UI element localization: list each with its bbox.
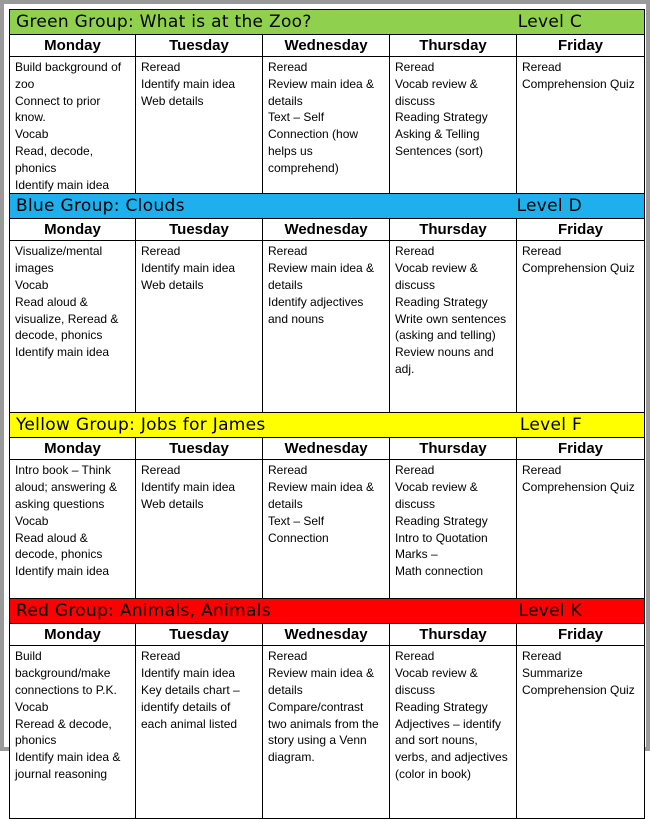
activity-line: Identify main idea <box>141 480 236 495</box>
activities-row <box>10 460 645 599</box>
day-header: Tuesday <box>136 35 263 57</box>
activity-line: Write own sentences (asking and telling) <box>395 311 507 343</box>
activity-line: Comprehension Quiz <box>522 261 635 276</box>
activity-line: Review main idea & details <box>268 480 375 511</box>
day-header: Thursday <box>390 219 517 241</box>
activity-line: Reread & decode, phonics <box>15 716 112 748</box>
activity-line: Reread <box>522 244 562 259</box>
day-header: Monday <box>10 219 136 241</box>
activity-line: Key details chart – identify details of each animal listed <box>141 682 240 731</box>
activity-line: Identify main idea <box>141 76 236 91</box>
activity-line: Reread <box>268 649 308 664</box>
activity-cell <box>390 241 517 413</box>
group-level: Level K <box>518 601 583 622</box>
activity-line: Identify main idea <box>15 177 110 192</box>
activity-line: Reread <box>395 463 435 478</box>
activity-line: Vocab <box>15 513 49 528</box>
day-header: Monday <box>10 624 136 646</box>
activity-line: Compare/contrast two animals from the story using a Venn diagram. <box>268 699 379 765</box>
activity-cell <box>517 57 645 194</box>
activity-line: Reread <box>268 60 308 74</box>
activity-cell <box>263 646 390 819</box>
activity-line: Reread <box>141 244 181 259</box>
activity-line: Identify main idea <box>15 564 110 579</box>
activity-line: Web details <box>141 496 204 511</box>
activity-line: Vocab review & discuss <box>395 666 478 697</box>
activity-cell <box>390 57 517 194</box>
activity-cell <box>136 241 263 413</box>
activity-line: Read aloud & decode, phonics <box>15 530 103 562</box>
day-header: Wednesday <box>263 35 390 57</box>
activity-cell <box>136 460 263 599</box>
activities-row <box>10 57 645 194</box>
group-banner <box>10 413 645 438</box>
group-level: Level F <box>519 415 583 436</box>
activity-cell <box>263 460 390 599</box>
day-header: Tuesday <box>136 438 263 460</box>
day-header: Friday <box>517 438 645 460</box>
group-banner-content <box>16 194 638 218</box>
group-banner-content <box>16 10 638 34</box>
group-banner-cell <box>10 194 645 219</box>
day-header: Friday <box>517 624 645 646</box>
activity-line: Reread <box>268 463 308 478</box>
activity-cell <box>263 241 390 413</box>
activity-line: Identify main idea & journal reasoning <box>15 750 121 781</box>
activity-line: Review main idea & details <box>268 666 375 697</box>
day-header: Tuesday <box>136 624 263 646</box>
activity-line: Vocab review & discuss <box>395 261 478 292</box>
day-header: Monday <box>10 35 136 57</box>
activity-line: Visualize/mental images <box>15 244 103 276</box>
day-header: Thursday <box>390 35 517 57</box>
group-title: Blue Group: Clouds <box>16 196 185 217</box>
activity-line: Reread <box>395 60 435 74</box>
activity-line: Reread <box>395 649 435 664</box>
activity-line: Vocab review & discuss <box>395 480 478 511</box>
activity-cell <box>390 460 517 599</box>
lesson-plan-table <box>9 9 645 819</box>
activity-line: Reading Strategy <box>395 699 488 714</box>
group-banner <box>10 194 645 219</box>
activity-line: Reread <box>141 60 181 74</box>
activity-line: Comprehension Quiz <box>522 76 635 91</box>
activity-line: Intro book – Think aloud; answering & asking questions <box>15 463 118 511</box>
group-banner-cell <box>10 413 645 438</box>
activity-line: Read, decode, phonics <box>15 143 94 175</box>
activities-row <box>10 241 645 413</box>
activity-line: Identify main idea <box>15 345 110 360</box>
activity-cell <box>517 460 645 599</box>
activity-cell <box>136 646 263 819</box>
group-banner <box>10 10 645 35</box>
activity-line: Review nouns and adj. <box>395 345 494 376</box>
activity-line: Text – Self Connection (how helps us comprehend) <box>268 110 359 175</box>
group-banner-cell <box>10 10 645 35</box>
activity-line: Reading Strategy <box>395 294 488 309</box>
activity-line: Comprehension Quiz <box>522 480 635 495</box>
activity-cell <box>10 646 136 819</box>
group-banner <box>10 599 645 624</box>
activity-cell <box>517 646 645 819</box>
day-header: Friday <box>517 219 645 241</box>
day-header: Wednesday <box>263 219 390 241</box>
activity-line: Vocab review & discuss <box>395 76 478 108</box>
group-title: Yellow Group: Jobs for James <box>16 415 266 436</box>
day-header: Thursday <box>390 438 517 460</box>
activity-line: Reread <box>522 60 562 74</box>
group-level: Level D <box>516 196 583 217</box>
activity-line: Review main idea & details <box>268 76 375 108</box>
day-header-row <box>10 438 645 460</box>
activity-line: Intro to Quotation Marks – <box>395 530 488 562</box>
activity-line: Build background of zoo <box>15 60 122 91</box>
activity-line: Adjectives – identify and sort nouns, verbs, and adjectives (color in book) <box>395 716 508 781</box>
group-banner-cell <box>10 599 645 624</box>
activity-line: Web details <box>141 277 204 292</box>
activity-line: Identify adjectives and nouns <box>268 294 364 326</box>
activities-row <box>10 646 645 819</box>
day-header: Monday <box>10 438 136 460</box>
activity-line: Reread <box>395 244 435 259</box>
activity-line: Asking & Telling Sentences (sort) <box>395 127 484 158</box>
day-header: Wednesday <box>263 624 390 646</box>
activity-line: Vocab <box>15 699 49 714</box>
group-title: Green Group: What is at the Zoo? <box>16 12 312 32</box>
activity-line: Reading Strategy <box>395 513 488 528</box>
day-header: Friday <box>517 35 645 57</box>
activity-line: Reread <box>141 649 181 664</box>
activity-line: Reread <box>268 244 308 259</box>
activity-cell <box>263 57 390 194</box>
activity-cell <box>390 646 517 819</box>
activity-cell <box>517 241 645 413</box>
activity-line: Reread <box>522 649 562 664</box>
activity-line: Review main idea & details <box>268 261 375 292</box>
activity-line: Reading Strategy <box>395 110 488 125</box>
activity-line: Vocab <box>15 127 49 142</box>
day-header-row <box>10 219 645 241</box>
day-header-row <box>10 624 645 646</box>
activity-line: Comprehension Quiz <box>522 682 635 697</box>
activity-line: Vocab <box>15 277 49 292</box>
activity-line: Web details <box>141 93 204 108</box>
activity-line: Read aloud & visualize, Reread & decode, phonics <box>15 294 119 343</box>
activity-line: Connect to prior know. <box>15 93 101 125</box>
day-header-row <box>10 35 645 57</box>
group-banner-content <box>16 599 638 623</box>
activity-line: Text – Self Connection <box>268 513 329 545</box>
activity-cell <box>10 241 136 413</box>
activity-line: Build background/make connections to P.K. <box>15 649 117 697</box>
activity-cell <box>136 57 263 194</box>
activity-line: Reread <box>141 463 181 478</box>
activity-line: Identify main idea <box>141 666 236 681</box>
activity-line: Math connection <box>395 564 484 579</box>
group-level: Level C <box>517 12 583 32</box>
activity-line: Reread <box>522 463 562 478</box>
activity-line: Identify main idea <box>141 261 236 276</box>
group-title: Red Group: Animals, Animals <box>16 601 271 622</box>
day-header: Tuesday <box>136 219 263 241</box>
day-header: Wednesday <box>263 438 390 460</box>
group-banner-content <box>16 413 638 437</box>
day-header: Thursday <box>390 624 517 646</box>
activity-cell <box>10 57 136 194</box>
activity-cell <box>10 460 136 599</box>
activity-line: Summarize <box>522 666 583 681</box>
